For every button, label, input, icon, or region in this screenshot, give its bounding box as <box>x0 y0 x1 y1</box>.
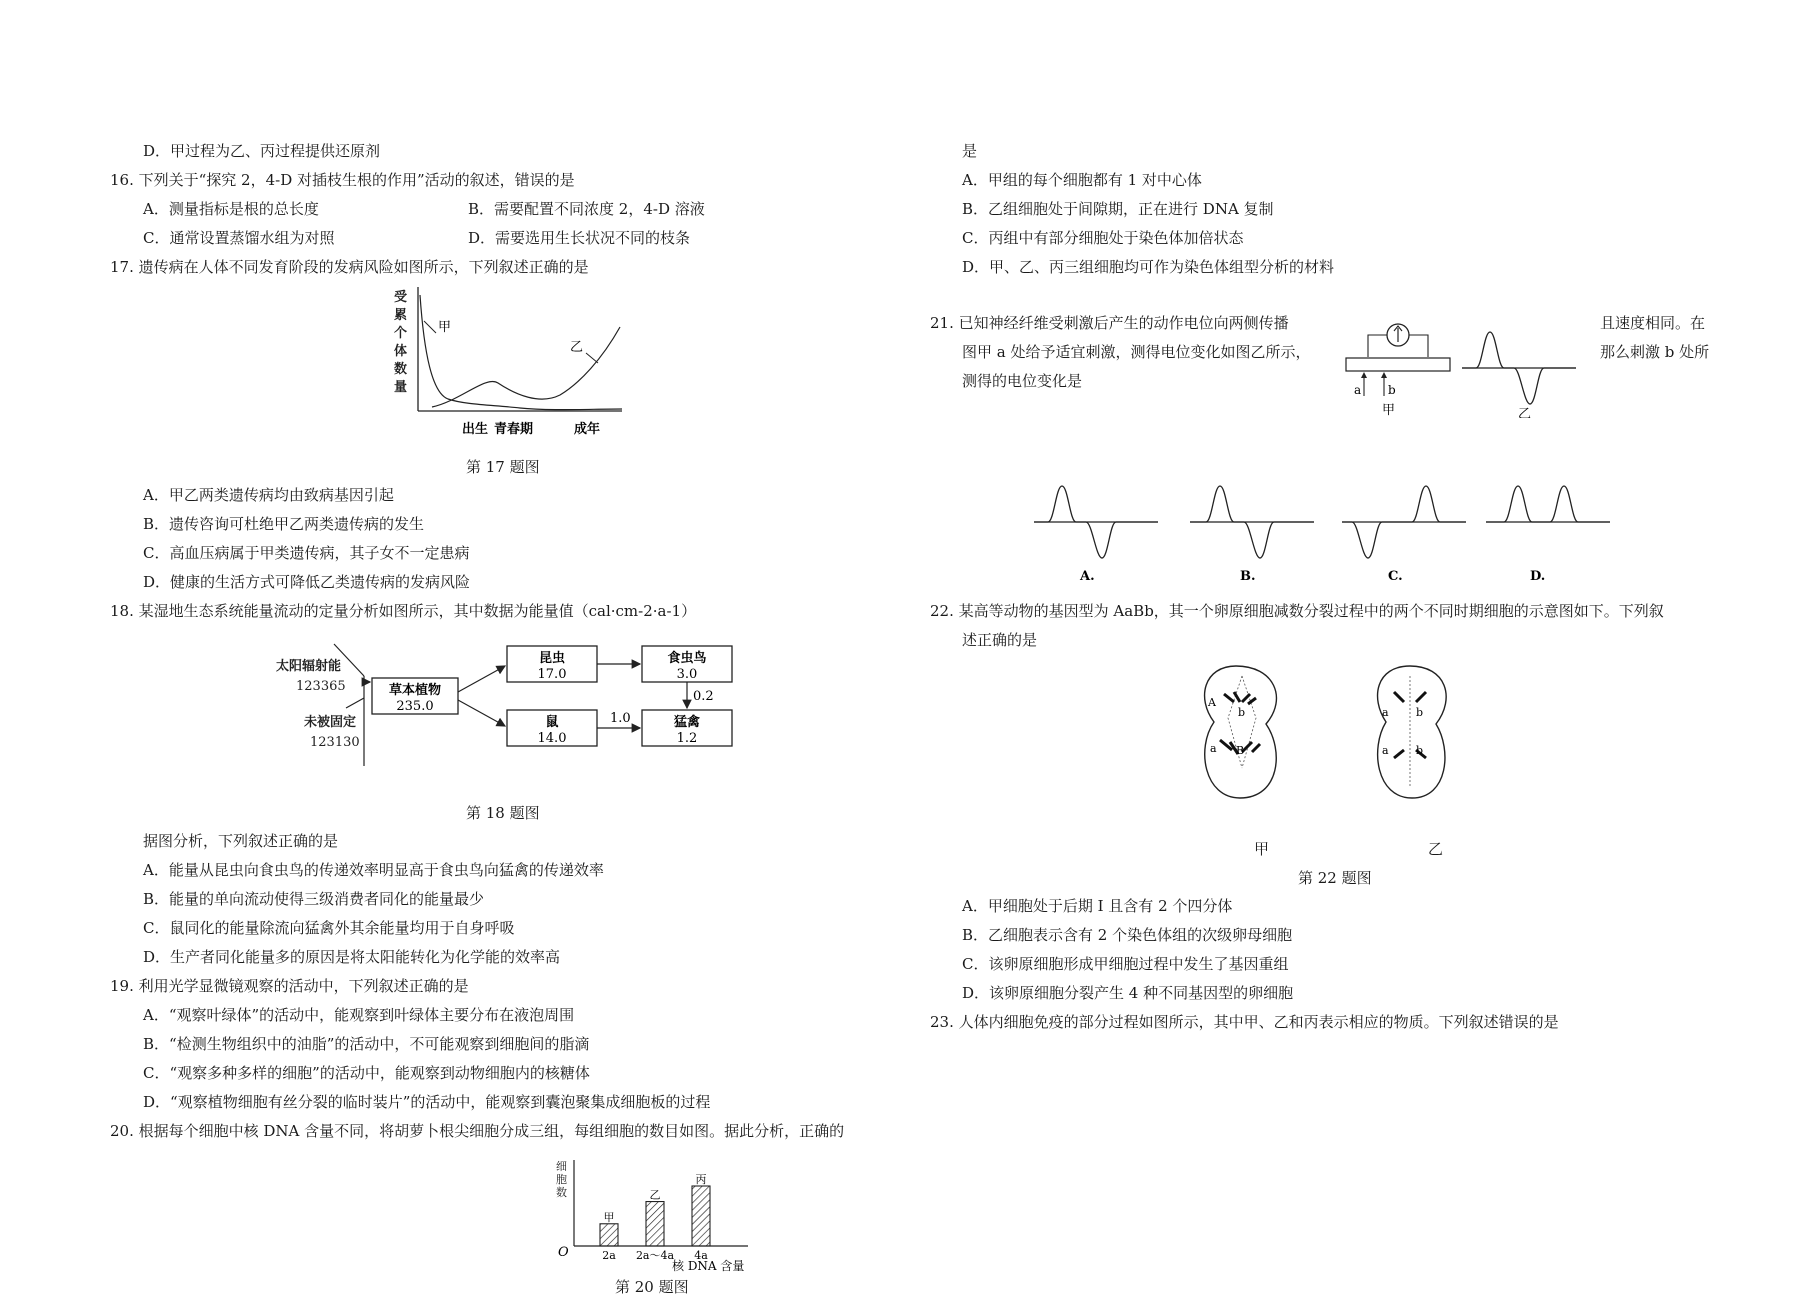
q17-option-d: D．健康的生活方式可降低乙类遗传病的发病风险 <box>143 573 471 591</box>
q22-cell-yi <box>1378 666 1447 798</box>
q21-stem-line1-tail: 且速度相同。在 <box>1600 314 1706 332</box>
svg-text:a: a <box>1210 742 1217 755</box>
q17-ylabel-char: 个 <box>394 326 408 341</box>
q16-stem: 16. 下列关于“探究 2，4-D 对插枝生根的作用”活动的叙述，错误的是 <box>110 171 575 189</box>
q17-option-a: A．甲乙两类遗传病均由致病基因引起 <box>143 486 394 504</box>
q17-label-jia: 甲 <box>438 320 452 335</box>
q21-stem-line1: 21. 已知神经纤维受刺激后产生的动作电位向两侧传播 <box>930 314 1289 332</box>
q20-tick-label: 2a <box>602 1249 616 1262</box>
q20-ylabel <box>556 1160 567 1199</box>
q21-label-jia: 甲 <box>1382 403 1396 418</box>
q20-option-b: B．乙组细胞处于间隙期，正在进行 DNA 复制 <box>962 200 1274 218</box>
q21-stem-line2-tail: 那么刺激 b 处所 <box>1600 343 1710 361</box>
q18-option-a: A．能量从昆虫向食虫鸟的传递效率明显高于食虫鸟向猛禽的传递效率 <box>143 861 604 879</box>
q21-stem-line2: 图甲 a 处给予适宜刺激，测得电位变化如图乙所示， <box>962 343 1311 361</box>
q17-option-c: C．高血压病属于甲类遗传病，其子女不一定患病 <box>143 544 470 562</box>
q18-bird-label: 食虫鸟 <box>667 651 707 666</box>
q16-option-b: B．需要配置不同浓度 2，4-D 溶液 <box>468 200 705 218</box>
q22-figure <box>1180 658 1500 838</box>
q18-mouse-value: 14.0 <box>537 731 567 746</box>
q17-stem: 17. 遗传病在人体不同发育阶段的发病风险如图所示，下列叙述正确的是 <box>110 258 589 276</box>
q21-point-a: a <box>1354 383 1362 397</box>
q17-figure <box>390 283 630 443</box>
q22-cell-jia <box>1205 666 1277 798</box>
svg-text:A: A <box>1208 696 1216 709</box>
q20-tick-label: 2a～4a <box>635 1249 675 1262</box>
q18-bird-to-raptor: 0.2 <box>693 689 714 704</box>
q21-point-b: b <box>1388 383 1396 397</box>
q17-ylabel-char: 数 <box>394 362 408 377</box>
q20-bar <box>692 1186 710 1246</box>
q21-label-yi: 乙 <box>1518 407 1532 418</box>
svg-text:a: a <box>1382 744 1389 757</box>
svg-text:b: b <box>1416 744 1424 757</box>
q17-ylabel-char: 受 <box>394 290 408 305</box>
q21-option-b-trace <box>1190 486 1314 558</box>
q18-raptor-value: 1.2 <box>676 731 698 746</box>
q18-unfixed-value: 123130 <box>310 735 360 750</box>
q21-option-a-label: A. <box>1080 569 1095 584</box>
q18-figure <box>272 638 742 778</box>
q20-caption: 第 20 题图 <box>615 1278 689 1296</box>
q17-curve-yi <box>432 327 620 407</box>
q21-option-d-label: D. <box>1530 569 1546 584</box>
q20-xlabel: 核 DNA 含量 <box>672 1259 745 1273</box>
q18-lead: 据图分析，下列叙述正确的是 <box>143 832 339 850</box>
q20-ylabel-char: 数 <box>556 1186 567 1199</box>
q18-option-b: B．能量的单向流动使得三级消费者同化的能量最少 <box>143 890 485 908</box>
q20-tick-label: 4a <box>694 1249 708 1262</box>
q20-bar-chart <box>548 1156 768 1274</box>
svg-text:B: B <box>1236 744 1245 757</box>
q21-options-figure <box>1030 476 1620 586</box>
q20-ylabel-char: 胞 <box>556 1173 567 1186</box>
q17-label-birth: 出生 <box>462 422 489 437</box>
q19-option-c: C．“观察多种多样的细胞”的活动中，能观察到动物细胞内的核糖体 <box>143 1064 590 1082</box>
q18-raptor-label: 猛禽 <box>673 715 701 730</box>
svg-text:b: b <box>1416 706 1424 719</box>
q16-option-a: A．测量指标是根的总长度 <box>143 200 319 218</box>
q20-stem: 20. 根据每个细胞中核 DNA 含量不同，将胡萝卜根尖细胞分成三组，每组细胞的数目如图。据此分析，正确的 <box>110 1122 845 1140</box>
q21-nerve-fiber <box>1346 358 1450 371</box>
q18-bird-value: 3.0 <box>676 667 698 682</box>
q20-ylabel-char: 细 <box>556 1160 567 1173</box>
q18-plant-value: 235.0 <box>396 699 434 714</box>
svg-text:b: b <box>1238 706 1246 719</box>
q18-insect-value: 17.0 <box>537 667 567 682</box>
q22-option-c: C．该卵原细胞形成甲细胞过程中发生了基因重组 <box>962 955 1289 973</box>
q19-option-a: A．“观察叶绿体”的活动中，能观察到叶绿体主要分布在液泡周围 <box>143 1006 575 1024</box>
q18-stem: 18. 某湿地生态系统能量流动的定量分析如图所示，其中数据为能量值（cal·cm-2·a-1） <box>110 602 697 620</box>
q17-ylabel-char: 量 <box>394 380 408 395</box>
q17-ylabel-char: 体 <box>394 344 408 359</box>
q17-caption: 第 17 题图 <box>466 458 540 476</box>
q21-option-a-trace <box>1034 486 1158 558</box>
q18-option-d: D．生产者同化能量多的原因是将太阳能转化为化学能的效率高 <box>143 948 561 966</box>
q21-stem-line3: 测得的电位变化是 <box>962 372 1083 390</box>
q18-mouse-to-raptor: 1.0 <box>610 711 631 726</box>
q22-label-jia-text: 甲 <box>1254 840 1270 858</box>
q22-stem-line1: 22. 某高等动物的基因型为 AaBb，其一个卵原细胞减数分裂过程中的两个不同时期细胞的示意图如下。下列叙 <box>930 602 1664 620</box>
q18-unfixed-label: 未被固定 <box>304 715 357 730</box>
q21-figure <box>1340 318 1590 418</box>
q17-label-puberty: 青春期 <box>494 422 534 437</box>
q19-stem: 19. 利用光学显微镜观察的活动中，下列叙述正确的是 <box>110 977 469 995</box>
q23-stem: 23. 人体内细胞免疫的部分过程如图所示，其中甲、乙和丙表示相应的物质。下列叙述错误的是 <box>930 1013 1559 1031</box>
q18-insect-label: 昆虫 <box>538 651 566 666</box>
q20-option-d: D．甲、乙、丙三组细胞均可作为染色体组型分析的材料 <box>962 258 1335 276</box>
q18-mouse-label: 鼠 <box>545 715 559 730</box>
q20-option-c: C．丙组中有部分细胞处于染色体加倍状态 <box>962 229 1244 247</box>
q18-plant-label: 草本植物 <box>388 683 442 698</box>
q20-bar-label: 甲 <box>603 1210 615 1224</box>
q17-curve-jia <box>420 295 622 410</box>
q20-bar-label: 乙 <box>649 1188 661 1202</box>
q20-bar <box>646 1202 664 1246</box>
q22-option-d: D．该卵原细胞分裂产生 4 种不同基因型的卵细胞 <box>962 984 1294 1002</box>
q20-stem-tail: 是 <box>962 142 978 160</box>
q17-label-adult: 成年 <box>574 422 601 437</box>
q18-sun-value: 123365 <box>296 679 346 694</box>
q18-option-c: C．鼠同化的能量除流向猛禽外其余能量均用于自身呼吸 <box>143 919 515 937</box>
q21-option-c-label: C. <box>1388 569 1403 584</box>
q22-stem-line2: 述正确的是 <box>962 631 1038 649</box>
q19-option-b: B．“检测生物组织中的油脂”的活动中，不可能观察到细胞间的脂滴 <box>143 1035 590 1053</box>
q16-option-d: D．需要选用生长状况不同的枝条 <box>468 229 691 247</box>
q15-option-d: D．甲过程为乙、丙过程提供还原剂 <box>143 142 381 160</box>
q18-sun-label: 太阳辐射能 <box>276 659 342 674</box>
q22-option-a: A．甲细胞处于后期 I 且含有 2 个四分体 <box>962 897 1233 915</box>
q20-bar <box>600 1224 618 1246</box>
svg-text:a: a <box>1382 706 1389 719</box>
q22-option-b: B．乙细胞表示含有 2 个染色体组的次级卵母细胞 <box>962 926 1293 944</box>
q20-bar-label: 丙 <box>695 1173 707 1186</box>
q22-label-yi-text: 乙 <box>1428 840 1444 858</box>
q16-option-c: C．通常设置蒸馏水组为对照 <box>143 229 335 247</box>
q21-option-b-label: B. <box>1240 569 1256 584</box>
q22-caption: 第 22 题图 <box>1298 869 1372 887</box>
q18-caption: 第 18 题图 <box>466 804 540 822</box>
q21-option-d-trace <box>1486 486 1610 522</box>
q20-option-a: A．甲组的每个细胞都有 1 对中心体 <box>962 171 1202 189</box>
q17-ylabel-char: 累 <box>394 308 408 323</box>
q20-origin-label: O <box>558 1245 569 1260</box>
q17-option-b: B．遗传咨询可杜绝甲乙两类遗传病的发生 <box>143 515 425 533</box>
q20-bars <box>600 1173 710 1262</box>
q19-option-d: D．“观察植物细胞有丝分裂的临时装片”的活动中，能观察到囊泡聚集成细胞板的过程 <box>143 1093 711 1111</box>
q17-label-yi: 乙 <box>570 340 584 355</box>
q21-option-c-trace <box>1342 486 1466 558</box>
